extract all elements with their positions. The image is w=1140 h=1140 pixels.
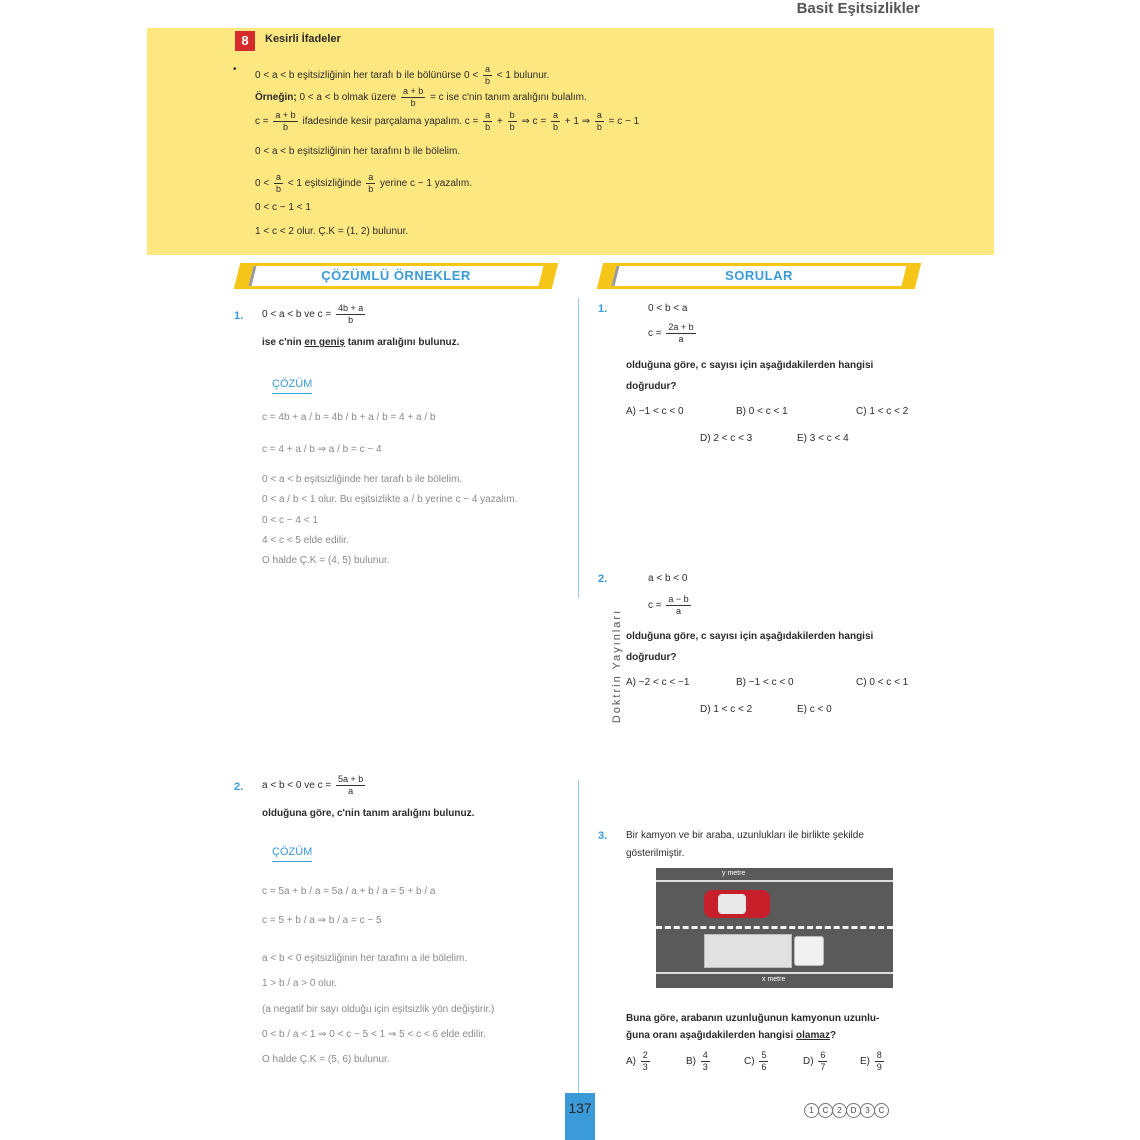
info-box-number: 8 xyxy=(235,31,255,51)
example-1-condition: 0 < a < b ve c = $\frac{4b + a}{b}$ xyxy=(262,303,364,325)
answer-key-item: 2 xyxy=(832,1103,847,1118)
right-banner-title: SORULAR xyxy=(725,268,793,283)
car-icon xyxy=(704,890,770,918)
info-line-7: 1 < c < 2 olur. Ç.K = (1, 2) bulunur. xyxy=(255,226,409,237)
example-1-step-6: 4 < c < 5 elde edilir. xyxy=(262,535,349,546)
question-1-option-c[interactable]: C) 1 < c < 2 xyxy=(856,406,909,417)
example-1-solution-label: ÇÖZÜM xyxy=(272,378,312,394)
question-2-stem-1: olduğuna göre, c sayısı için aşağıdakilerden hangisi xyxy=(626,631,874,642)
example-2-number: 2. xyxy=(234,781,244,793)
example-2-step-1: c = 5a + b / a = 5a / a + b / a = 5 + b / a xyxy=(262,886,436,897)
example-2-step-4: 1 > b / a > 0 olur. xyxy=(262,978,338,989)
bullet-icon: • xyxy=(233,64,237,75)
answer-key-item: 1 xyxy=(804,1103,819,1118)
question-1-option-a[interactable]: A) −1 < c < 0 xyxy=(626,406,684,417)
info-box-title: Kesirli İfadeler xyxy=(265,33,341,45)
answer-key-item: D xyxy=(846,1103,861,1118)
question-3-stem-1: Bir kamyon ve bir araba, uzunlukları ile birlikte şekilde xyxy=(626,830,864,841)
truck-cab-icon xyxy=(794,936,824,966)
question-3-ask-2: ğuna oranı aşağıdakilerden hangisi olamaz? xyxy=(626,1030,837,1041)
example-1-step-1: c = 4b + a / b = 4b / b + a / b = 4 + a / b xyxy=(262,412,436,423)
info-line-3: c = $\frac{a + b}{b}$ ifadesinde kesir parçalama yapalım. c = $\frac{a}{b}$ + $\frac{b}{b}$ ⇒ c = $\frac{a}{b}$ + 1 ⇒ $\frac{a}{b}$ = c − 1 xyxy=(255,110,640,132)
question-1-stem-2: doğrudur? xyxy=(626,381,677,392)
truck-trailer-icon xyxy=(704,934,792,968)
info-line-2: Örneğin; 0 < a < b olmak üzere $\frac{a + b}{b}$ = c ise c'nin tanım aralığını bulalım. xyxy=(255,86,587,108)
answer-key-item: C xyxy=(874,1103,889,1118)
page-header: Basit Eşitsizlikler xyxy=(796,0,920,17)
truck-length-label: x metre xyxy=(762,976,786,983)
road-figure xyxy=(656,868,893,988)
example-2-condition: a < b < 0 ve c = $\frac{5a + b}{a}$ xyxy=(262,774,364,796)
info-line-5: 0 < $\frac{a}{b}$ < 1 eşitsizliğinde $\frac{a}{b}$ yerine c − 1 yazalım. xyxy=(255,172,472,194)
info-line-1: 0 < a < b eşitsizliğinin her tarafı b ile bölünürse 0 < $\frac{a}{b}$ < 1 bulunur. xyxy=(255,64,550,86)
question-1-stem-1: olduğuna göre, c sayısı için aşağıdakilerden hangisi xyxy=(626,360,874,371)
question-2-condition: a < b < 0 xyxy=(648,573,688,584)
page-number: 137 xyxy=(565,1093,595,1140)
example-1-task: ise c'nin en geniş tanım aralığını bulunuz. xyxy=(262,337,460,348)
question-3-option-b[interactable]: B) $\frac{4}{3}$ xyxy=(686,1050,708,1072)
column-divider-bottom xyxy=(578,780,579,1095)
question-3-ask-1: Buna göre, arabanın uzunluğunun kamyonun uzunlu- xyxy=(626,1013,880,1024)
answer-key-item: C xyxy=(818,1103,833,1118)
question-1-condition: 0 < b < a xyxy=(648,303,688,314)
info-box xyxy=(147,28,994,255)
answer-key-item: 3 xyxy=(860,1103,875,1118)
question-2-option-a[interactable]: A) −2 < c < −1 xyxy=(626,677,690,688)
info-line-4: 0 < a < b eşitsizliğinin her tarafını b ile bölelim. xyxy=(255,146,461,157)
example-1-step-5: 0 < c − 4 < 1 xyxy=(262,515,318,526)
example-1-step-7: O halde Ç.K = (4, 5) bulunur. xyxy=(262,555,390,566)
example-2-step-2: c = 5 + b / a ⇒ b / a = c − 5 xyxy=(262,915,382,926)
example-2-step-5: (a negatif bir sayı olduğu için eşitsizlik yön değiştirir.) xyxy=(262,1004,495,1015)
question-2-option-b[interactable]: B) −1 < c < 0 xyxy=(736,677,794,688)
example-2-solution-label: ÇÖZÜM xyxy=(272,846,312,862)
question-2-equation: c = $\frac{a - b}{a}$ xyxy=(648,594,689,616)
question-1-option-b[interactable]: B) 0 < c < 1 xyxy=(736,406,788,417)
question-1-number: 1. xyxy=(598,303,608,315)
info-line-6: 0 < c − 1 < 1 xyxy=(255,202,311,213)
example-1-number: 1. xyxy=(234,310,244,322)
question-3-option-e[interactable]: E) $\frac{8}{9}$ xyxy=(860,1050,882,1072)
answer-key xyxy=(804,1100,888,1118)
example-1-step-4: 0 < a / b < 1 olur. Bu eşitsizlikte a / b yerine c − 4 yazalım. xyxy=(262,494,518,505)
question-2-stem-2: doğrudur? xyxy=(626,652,677,663)
example-2-step-3: a < b < 0 eşitsizliğinin her tarafını a ile bölelim. xyxy=(262,953,468,964)
example-2-step-6: 0 < b / a < 1 ⇒ 0 < c − 5 < 1 ⇒ 5 < c < 6 elde edilir. xyxy=(262,1029,486,1040)
question-1-option-d[interactable]: D) 2 < c < 3 xyxy=(700,433,753,444)
car-length-label: y metre xyxy=(722,870,746,877)
example-1-step-2: c = 4 + a / b ⇒ a / b = c − 4 xyxy=(262,444,382,455)
question-3-stem-2: gösterilmiştir. xyxy=(626,848,685,859)
question-3-option-d[interactable]: D) $\frac{6}{7}$ xyxy=(803,1050,826,1072)
publisher-label: Doktrin Yayınları xyxy=(611,608,624,724)
example-1-step-3: 0 < a < b eşitsizliğinde her tarafı b ile bölelim. xyxy=(262,474,463,485)
example-2-task: olduğuna göre, c'nin tanım aralığını bulunuz. xyxy=(262,808,475,819)
question-1-equation: c = $\frac{2a + b}{a}$ xyxy=(648,322,694,344)
question-1-option-e[interactable]: E) 3 < c < 4 xyxy=(797,433,849,444)
question-3-option-a[interactable]: A) $\frac{2}{3}$ xyxy=(626,1050,648,1072)
question-3-number: 3. xyxy=(598,830,608,842)
question-3-option-c[interactable]: C) $\frac{5}{6}$ xyxy=(744,1050,767,1072)
example-2-step-7: O halde Ç.K = (5, 6) bulunur. xyxy=(262,1054,390,1065)
question-2-option-c[interactable]: C) 0 < c < 1 xyxy=(856,677,909,688)
question-2-option-d[interactable]: D) 1 < c < 2 xyxy=(700,704,753,715)
question-2-number: 2. xyxy=(598,573,608,585)
left-banner-title: ÇÖZÜMLÜ ÖRNEKLER xyxy=(321,268,471,283)
column-divider-top xyxy=(578,298,579,598)
question-2-option-e[interactable]: E) c < 0 xyxy=(797,704,832,715)
